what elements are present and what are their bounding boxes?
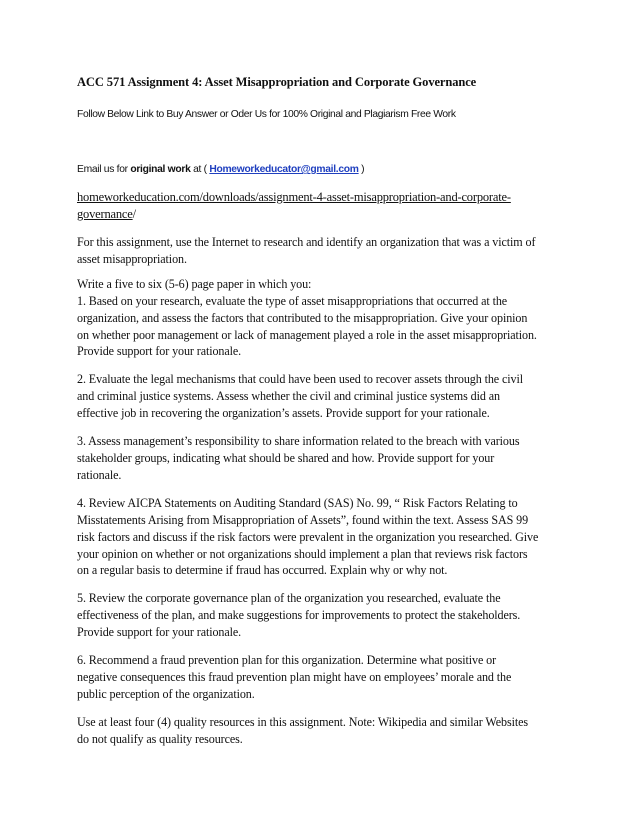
- intro-paragraph: [77, 234, 577, 268]
- text-line: For this assignment, use the Internet to research and identify an organization that was a victim of: [77, 235, 536, 249]
- email-middle: at (: [190, 164, 210, 175]
- text-line: and criminal justice systems. Assess whether the civil and criminal justice systems did an: [77, 389, 500, 404]
- subtitle: Follow Below Link to Buy Answer or Oder Us for 100% Original and Plagiarism Free Work: [77, 109, 456, 120]
- text-line: effectiveness of the plan, and make suggestions for improvements to protect the stakeholders.: [77, 608, 521, 623]
- text-line: effective job in recovering the organization’s assets. Provide support for your rationale.: [77, 406, 490, 421]
- url-line-2-suffix: /: [132, 207, 136, 221]
- text-line: 1. Based on your research, evaluate the type of asset misappropriations that occurred at the: [77, 293, 508, 308]
- page-title: ACC 571 Assignment 4: Asset Misappropriation and Corporate Governance: [77, 75, 477, 89]
- item-6-paragraph: [77, 652, 577, 703]
- email-line: [77, 164, 577, 175]
- text-line: do not qualify as quality resources.: [77, 731, 243, 746]
- text-line: 2. Evaluate the legal mechanisms that could have been used to recover assets through the civil: [77, 372, 523, 387]
- email-prefix: Email us for: [77, 164, 131, 175]
- item-2-paragraph: [77, 371, 577, 422]
- url-line-2-text[interactable]: governance: [77, 207, 133, 221]
- item-3-paragraph: [77, 433, 577, 484]
- text-line: stakeholder groups, indicating what should be shared and how. Provide support for your: [77, 450, 495, 465]
- text-line: on a regular basis to determine if fraud has occurred. Explain why or why not.: [77, 563, 448, 578]
- text-line: risk factors and discuss if the risk factors were prevalent in the organization you researched. Give: [77, 529, 539, 544]
- text-line: rationale.: [77, 467, 122, 482]
- text-line: 4. Review AICPA Statements on Auditing Standard (SAS) No. 99, “ Risk Factors Relating to: [77, 495, 518, 510]
- closing-paragraph: [77, 714, 577, 748]
- email-suffix: ): [358, 164, 365, 175]
- text-line: Provide support for your rationale.: [77, 344, 242, 359]
- item-4-paragraph: [77, 495, 577, 580]
- text-line: negative consequences this fraud prevention plan might have on employees’ morale and the: [77, 669, 512, 684]
- item-5-paragraph: [77, 590, 577, 641]
- text-line: 5. Review the corporate governance plan of the organization you researched, evaluate the: [77, 591, 501, 606]
- text-line: 6. Recommend a fraud prevention plan for this organization. Determine what positive or: [77, 653, 497, 668]
- text-line: organization, and assess the factors that contributed to the misappropriation. Give your opinion: [77, 310, 528, 325]
- email-link[interactable]: Homeworkeducator@gmail.com: [209, 164, 359, 175]
- assignment-url[interactable]: [77, 189, 577, 223]
- text-line: 3. Assess management’s responsibility to share information related to the breach with various: [77, 434, 520, 449]
- url-line-2[interactable]: [77, 206, 577, 223]
- url-line[interactable]: homeworkeducation.com/downloads/assignment-4-asset-misappropriation-and-corporate-: [77, 190, 511, 204]
- text-line: Misstatements Arising from Misappropriation of Assets”, found within the text. Assess SAS 99: [77, 512, 529, 527]
- text-line: Write a five to six (5-6) page paper in which you:: [77, 276, 312, 291]
- text-line: asset misappropriation.: [77, 251, 187, 266]
- requirements-paragraph: [77, 276, 577, 361]
- document-body: [77, 75, 577, 748]
- text-line: on whether poor management or lack of management played a role in the asset misappropriation.: [77, 327, 537, 342]
- email-bold-text: original work: [130, 164, 191, 175]
- text-line: public perception of the organization.: [77, 686, 255, 701]
- text-line: Use at least four (4) quality resources in this assignment. Note: Wikipedia and similar Websites: [77, 714, 528, 729]
- text-line: your opinion on whether or not organizations should implement a plan that reviews risk factors: [77, 546, 528, 561]
- text-line: Provide support for your rationale.: [77, 625, 242, 640]
